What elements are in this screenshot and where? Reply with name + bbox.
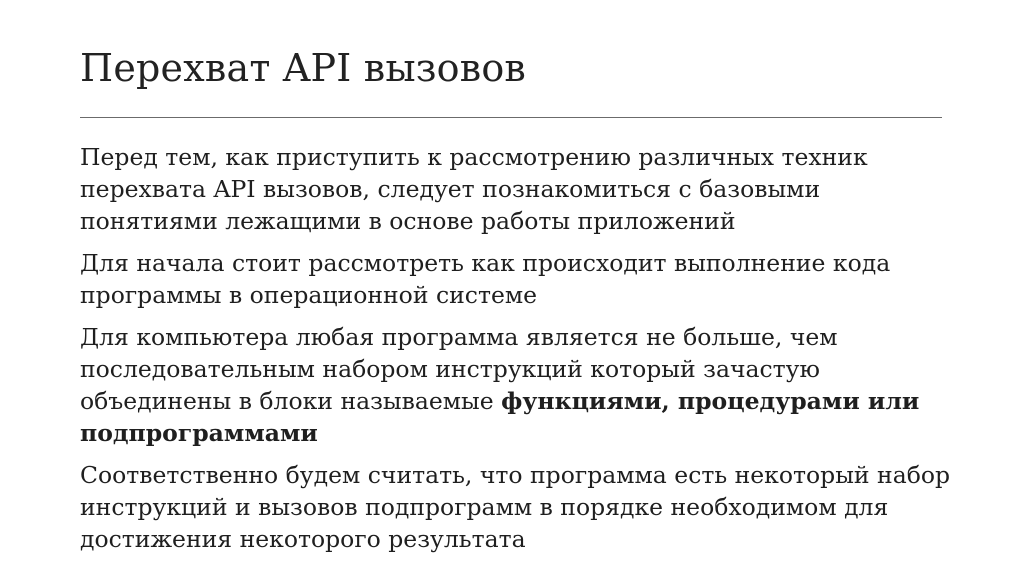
- paragraph-2: [80, 247, 960, 311]
- slide-title: Перехват API вызовов: [80, 46, 527, 90]
- paragraph-2-text: Для начала стоит рассмотреть как происходит выполнение кода программы в операционной системе: [80, 249, 891, 309]
- paragraph-4: [80, 459, 960, 555]
- slide-body: [80, 141, 960, 565]
- title-divider: [80, 117, 942, 118]
- paragraph-3-emphasis: функциями, процедурами или подпрограммами: [80, 387, 920, 447]
- paragraph-3-text: Для компьютера любая программа является не больше, чем последовательным набором инструкций который зачастую объединены в блоки называемые: [80, 323, 838, 415]
- paragraph-3: [80, 321, 960, 449]
- paragraph-1-text: Перед тем, как приступить к рассмотрению различных техник перехвата API вызовов, следует познакомиться с базовыми понятиями лежащими в основе работы приложений: [80, 143, 868, 235]
- paragraph-4-text: Соответственно будем считать, что программа есть некоторый набор инструкций и вызовов подпрограмм в порядке необходимом для достижения некоторого результата: [80, 461, 951, 553]
- paragraph-1: [80, 141, 960, 237]
